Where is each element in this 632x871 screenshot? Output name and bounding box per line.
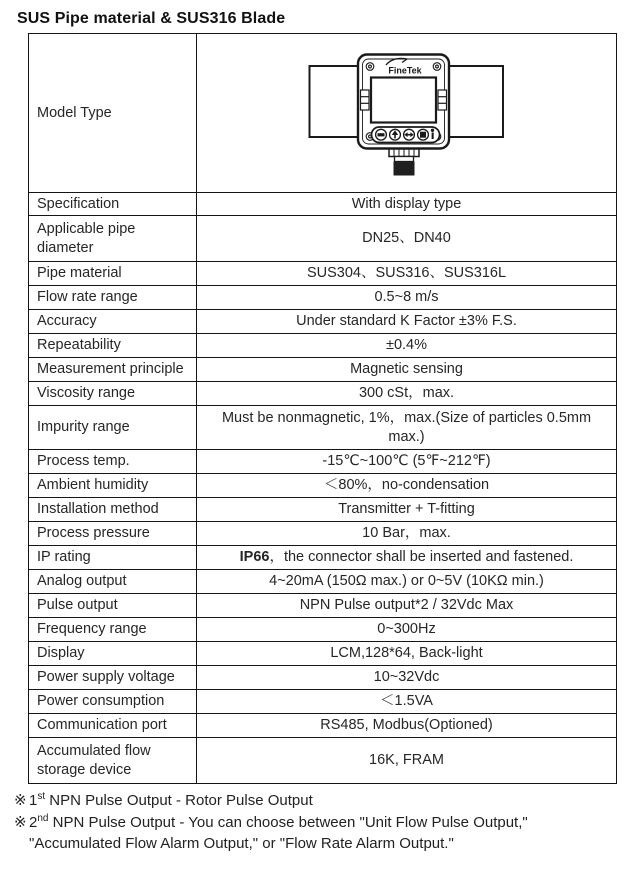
row-label: Analog output: [29, 570, 197, 594]
footnote-ordinal: nd: [37, 812, 49, 824]
row-value: ±0.4%: [197, 334, 617, 358]
row-label: Ambient humidity: [29, 474, 197, 498]
pipe-right: [448, 66, 503, 137]
product-image-cell: [197, 34, 617, 193]
table-row: [29, 642, 617, 666]
row-label: Pulse output: [29, 594, 197, 618]
row-label: Communication port: [29, 714, 197, 738]
row-label: Applicable pipe diameter: [29, 216, 197, 262]
table-row: [29, 522, 617, 546]
table-row: [29, 216, 617, 262]
pipe-left: [310, 66, 360, 137]
row-label: Display: [29, 642, 197, 666]
table-row: [29, 570, 617, 594]
lcm-display-screen: [371, 78, 436, 123]
spec-table: [28, 33, 617, 784]
footnote-ordinal: st: [37, 791, 46, 802]
row-label: Power consumption: [29, 690, 197, 714]
row-label: IP rating: [29, 546, 197, 570]
table-row: [29, 286, 617, 310]
flow-meter-illustration: [308, 49, 505, 177]
row-label: Process temp.: [29, 450, 197, 474]
row-label: Specification: [29, 193, 197, 216]
reference-mark-icon: ※: [14, 813, 27, 831]
table-row: [29, 474, 617, 498]
footnote-1: [14, 790, 620, 812]
enter-icon: [420, 132, 426, 138]
row-value: RS485, Modbus(Optioned): [197, 714, 617, 738]
row-value: Must be nonmagnetic, 1%，max.(Size of particles 0.5mm max.): [197, 406, 617, 450]
row-value: ＜1.5VA: [197, 690, 617, 714]
table-row: [29, 262, 617, 286]
row-value: Magnetic sensing: [197, 358, 617, 382]
table-row: [29, 450, 617, 474]
reference-mark-icon: ※: [14, 792, 27, 809]
row-value: -15℃~100℃ (5℉~212℉): [197, 450, 617, 474]
row-value: DN25、DN40: [197, 216, 617, 262]
row-value: NPN Pulse output*2 / 32Vdc Max: [197, 594, 617, 618]
table-row: [29, 382, 617, 406]
row-value: LCM,128*64, Back-light: [197, 642, 617, 666]
menu-icon: [378, 133, 385, 136]
row-label: Flow rate range: [29, 286, 197, 310]
row-label: Installation method: [29, 498, 197, 522]
ip-rating-code: IP66: [239, 549, 270, 565]
row-value: 0.5~8 m/s: [197, 286, 617, 310]
row-value: 10 Bar，max.: [197, 522, 617, 546]
row-value: SUS304、SUS316、SUS316L: [197, 262, 617, 286]
footnotes: [14, 790, 620, 855]
ip-rating-note: ，the connector shall be inserted and fastened.: [269, 549, 574, 565]
row-value: 300 cSt，max.: [197, 382, 617, 406]
row-label-model-type: Model Type: [29, 34, 197, 193]
row-value: [197, 546, 617, 570]
row-label: Repeatability: [29, 334, 197, 358]
footnote-text: NPN Pulse Output - Rotor Pulse Output: [45, 792, 313, 809]
table-row-ip-rating: [29, 546, 617, 570]
row-label: Impurity range: [29, 406, 197, 450]
row-value: With display type: [197, 193, 617, 216]
row-label: Viscosity range: [29, 382, 197, 406]
row-label: Accuracy: [29, 310, 197, 334]
table-row: [29, 358, 617, 382]
footnote-number: 1: [29, 792, 38, 809]
table-row: [29, 738, 617, 784]
table-row: [29, 334, 617, 358]
footnote-number: 2: [29, 813, 38, 831]
row-value: 10~32Vdc: [197, 666, 617, 690]
row-value: 0~300Hz: [197, 618, 617, 642]
row-label: Pipe material: [29, 262, 197, 286]
row-value: 4~20mA (150Ω max.) or 0~5V (10KΩ min.): [197, 570, 617, 594]
table-row: [29, 498, 617, 522]
cable-connector: [389, 149, 419, 176]
row-label: Process pressure: [29, 522, 197, 546]
brand-logo-text: FineTek: [388, 65, 422, 76]
table-row: [29, 666, 617, 690]
spec-sheet-page: [0, 10, 632, 855]
table-row: [29, 618, 617, 642]
connector-plug: [394, 162, 415, 176]
table-row: [29, 714, 617, 738]
table-row: [29, 193, 617, 216]
table-row: [29, 594, 617, 618]
row-value: 16K, FRAM: [197, 738, 617, 784]
row-label: Frequency range: [29, 618, 197, 642]
row-value: ＜80%，no-condensation: [197, 474, 617, 498]
page-title: SUS Pipe material & SUS316 Blade: [17, 10, 286, 27]
row-value: Transmitter + T-fitting: [197, 498, 617, 522]
table-row-model-type: [29, 34, 617, 193]
table-row: [29, 310, 617, 334]
row-label: Power supply voltage: [29, 666, 197, 690]
row-label: Accumulated flow storage device: [29, 738, 197, 784]
indicator-pin-icon: [431, 129, 434, 132]
footnote-text: NPN Pulse Output - You can choose between "Unit Flow Pulse Output," "Accumulated Flow Alarm Output," or "Flow Rate Alarm Output.": [29, 813, 528, 852]
footnote-2: [14, 812, 620, 855]
row-label: Measurement principle: [29, 358, 197, 382]
row-value: Under standard K Factor ±3% F.S.: [197, 310, 617, 334]
table-row: [29, 406, 617, 450]
table-row: [29, 690, 617, 714]
